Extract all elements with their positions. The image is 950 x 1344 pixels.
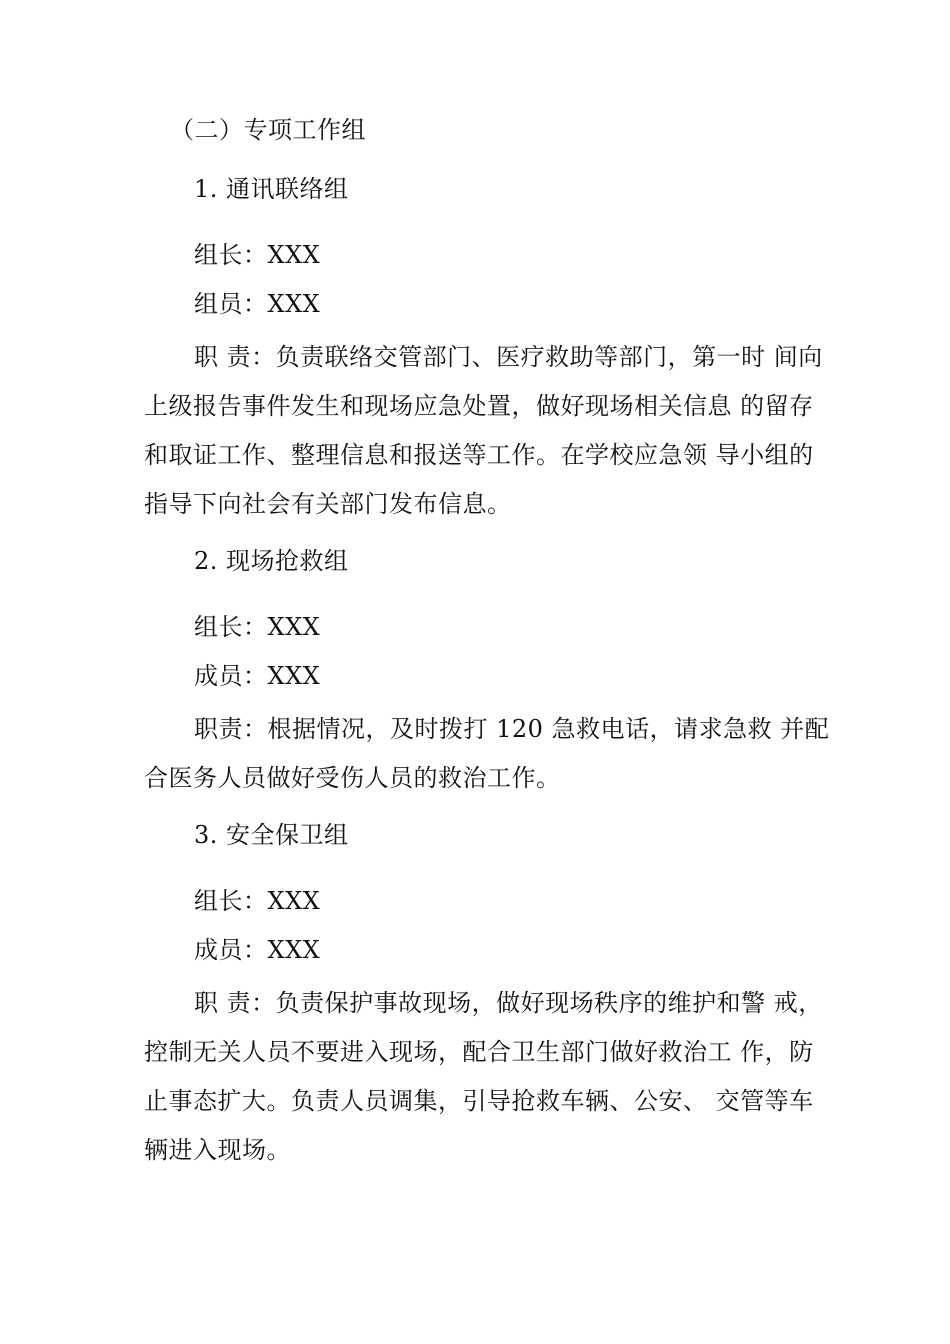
section-heading: （二）专项工作组 [170,116,366,144]
group-1-duty-line-4: 指导下向社会有关部门发布信息。 [144,490,512,518]
group-1-duty-line-3: 和取证工作、整理信息和报送等工作。在学校应急领 导小组的 [144,441,814,469]
group-2-duty-line-1: 职责：根据情况，及时拨打 120 急救电话，请求急救 并配 [194,715,830,743]
group-2-members: 成员：XXX [194,662,321,690]
group-1-title: 1. 通讯联络组 [194,175,349,203]
group-1-members: 组员：XXX [194,290,321,318]
group-1-duty-line-1: 职 责：负责联络交管部门、医疗救助等部门，第一时 间向 [194,343,823,371]
group-2-leader: 组长：XXX [194,613,321,641]
group-1-leader: 组长：XXX [194,241,321,269]
group-2-duty-line-2: 合医务人员做好受伤人员的救治工作。 [144,764,561,792]
group-3-duty-line-2: 控制无关人员不要进入现场，配合卫生部门做好救治工 作，防 [144,1038,814,1066]
group-3-duty-line-3: 止事态扩大。负责人员调集，引导抢救车辆、公安、 交管等车 [144,1087,814,1115]
group-3-title: 3. 安全保卫组 [194,821,349,849]
group-3-leader: 组长：XXX [194,887,321,915]
group-3-duty-line-1: 职 责：负责保护事故现场，做好现场秩序的维护和警 戒， [194,989,823,1017]
group-2-title: 2. 现场抢救组 [194,547,349,575]
group-3-members: 成员：XXX [194,936,321,964]
group-3-duty-line-4: 辆进入现场。 [144,1136,291,1164]
group-1-duty-line-2: 上级报告事件发生和现场应急处置，做好现场相关信息 的留存 [144,392,814,420]
